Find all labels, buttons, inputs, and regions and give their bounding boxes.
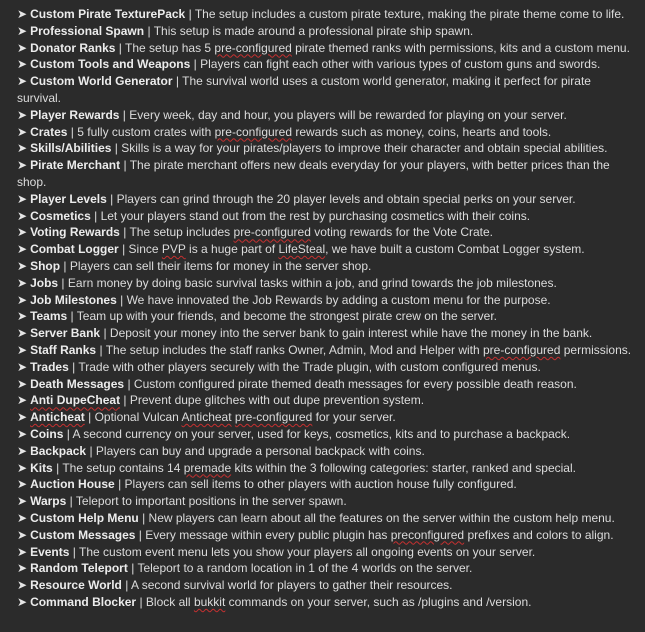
description-text: Players can buy and upgrade a personal backpack with coins. bbox=[95, 443, 425, 458]
separator: | bbox=[123, 393, 127, 408]
description-text: The survival world uses a custom world generator, making it perfect for pirate survival. bbox=[17, 74, 591, 105]
feature-title: Warps bbox=[30, 494, 67, 509]
feature-description bbox=[79, 545, 535, 559]
feature-title: Professional Spawn bbox=[30, 23, 145, 38]
separator: | bbox=[122, 242, 126, 257]
description-text: This setup is made around a professional pirate ship spawn. bbox=[153, 23, 474, 38]
arrow-bullet-icon: ➤ bbox=[17, 242, 28, 257]
arrow-bullet-icon: ➤ bbox=[17, 326, 28, 341]
feature-title: Skills/Abilities bbox=[30, 141, 112, 156]
description-text: , we have built a custom Combat Logger system. bbox=[325, 242, 585, 257]
feature-item bbox=[17, 376, 633, 393]
separator: | bbox=[89, 443, 93, 458]
feature-title: Teams bbox=[30, 309, 68, 324]
arrow-bullet-icon: ➤ bbox=[17, 443, 28, 458]
feature-item bbox=[17, 56, 633, 73]
arrow-bullet-icon: ➤ bbox=[17, 191, 28, 206]
description-text: The setup contains 14 bbox=[62, 460, 184, 475]
feature-item bbox=[17, 157, 633, 191]
arrow-bullet-icon: ➤ bbox=[17, 107, 28, 122]
feature-title: Pirate Merchant bbox=[30, 158, 121, 173]
arrow-bullet-icon: ➤ bbox=[17, 74, 28, 89]
separator: | bbox=[94, 208, 98, 223]
feature-title: Custom Pirate TexturePack bbox=[30, 7, 186, 21]
description-text: The pirate merchant offers new deals everyday for your players, with better prices than the shop. bbox=[17, 158, 610, 189]
feature-item bbox=[17, 460, 633, 477]
arrow-bullet-icon: ➤ bbox=[17, 359, 28, 374]
feature-title: Staff Ranks bbox=[30, 342, 97, 357]
feature-description bbox=[131, 578, 452, 592]
separator: | bbox=[70, 309, 74, 324]
misspelled-word: LifeSteal bbox=[278, 242, 326, 257]
description-text: Teleport to important positions in the server spawn. bbox=[75, 494, 347, 509]
separator: | bbox=[61, 275, 65, 290]
description-text: Players can sell their items for money in the server shop. bbox=[69, 258, 372, 273]
separator: | bbox=[70, 124, 74, 139]
feature-description bbox=[78, 360, 540, 374]
feature-item bbox=[17, 392, 633, 409]
arrow-bullet-icon: ➤ bbox=[17, 23, 28, 38]
feature-description bbox=[129, 242, 585, 256]
description-text: The custom event menu lets you show your players all ongoing events on your server. bbox=[79, 544, 536, 559]
feature-title: Anti DupeCheat bbox=[30, 393, 121, 408]
arrow-bullet-icon: ➤ bbox=[17, 494, 28, 509]
feature-title: Coins bbox=[30, 426, 64, 441]
description-text: Every week, day and hour, you players will be rewarded for playing on your server. bbox=[129, 107, 567, 122]
arrow-bullet-icon: ➤ bbox=[17, 393, 28, 408]
arrow-bullet-icon: ➤ bbox=[17, 477, 28, 492]
feature-item bbox=[17, 527, 633, 544]
feature-item bbox=[17, 560, 633, 577]
feature-title: Kits bbox=[30, 460, 53, 475]
description-text: Since bbox=[128, 242, 162, 257]
description-text: The setup includes a custom pirate texture, making the pirate theme come to life. bbox=[194, 7, 625, 21]
separator: | bbox=[123, 225, 127, 240]
feature-description bbox=[95, 410, 396, 424]
description-text: Custom configured pirate themed death messages for every possible death reason. bbox=[133, 376, 577, 391]
misspelled-word: Anticheat bbox=[181, 410, 232, 425]
arrow-bullet-icon: ➤ bbox=[17, 510, 28, 525]
feature-title: Combat Logger bbox=[30, 242, 119, 257]
feature-item bbox=[17, 342, 633, 359]
feature-item bbox=[17, 107, 633, 124]
feature-title: Backpack bbox=[30, 443, 87, 458]
description-text: Players can sell items to other players with auction house fully configured. bbox=[124, 477, 517, 492]
feature-item bbox=[17, 493, 633, 510]
feature-description bbox=[117, 192, 576, 206]
separator: | bbox=[63, 258, 67, 273]
feature-item bbox=[17, 443, 633, 460]
description-text: permissions. bbox=[560, 342, 632, 357]
feature-title: Auction House bbox=[30, 477, 115, 492]
separator: | bbox=[72, 359, 76, 374]
feature-description bbox=[129, 108, 567, 122]
feature-title: Jobs bbox=[30, 275, 59, 290]
feature-title: Crates bbox=[30, 124, 68, 139]
misspelled-word: PVP bbox=[161, 242, 186, 257]
feature-item bbox=[17, 510, 633, 527]
feature-item bbox=[17, 594, 633, 611]
feature-description bbox=[73, 427, 571, 441]
description-text: Skills is a way for your pirates/players to improve their character and obtain special abilities. bbox=[121, 141, 608, 156]
description-text: Prevent dupe glitches with out dupe prevention system. bbox=[129, 393, 425, 408]
description-text: Earn money by doing basic survival tasks within a job, and grind towards the job milestones. bbox=[67, 275, 557, 290]
separator: | bbox=[118, 40, 122, 55]
arrow-bullet-icon: ➤ bbox=[17, 275, 28, 290]
feature-item bbox=[17, 325, 633, 342]
feature-description bbox=[125, 477, 517, 491]
feature-title: Death Messages bbox=[30, 376, 125, 391]
description-text: A second currency on your server, used for keys, cosmetics, kits and to purchase a backpack. bbox=[72, 426, 571, 441]
description-text: kits within the 3 following categories: starter, ranked and special. bbox=[231, 460, 576, 475]
feature-title: Server Bank bbox=[30, 326, 101, 341]
feature-title: Custom Help Menu bbox=[30, 510, 139, 525]
separator: | bbox=[147, 23, 151, 38]
description-text: Every message within every public plugin has bbox=[145, 527, 391, 542]
arrow-bullet-icon: ➤ bbox=[17, 527, 28, 542]
feature-description bbox=[106, 343, 631, 357]
feature-item bbox=[17, 6, 633, 23]
arrow-bullet-icon: ➤ bbox=[17, 342, 28, 357]
description-text: Team up with your friends, and become the strongest pirate crew on the server. bbox=[76, 309, 498, 324]
description-text: The setup has 5 bbox=[125, 40, 215, 55]
feature-title: Donator Ranks bbox=[30, 40, 116, 55]
feature-item bbox=[17, 577, 633, 594]
feature-item bbox=[17, 241, 633, 258]
feature-item bbox=[17, 140, 633, 157]
feature-description bbox=[121, 141, 607, 155]
description-text: The setup includes bbox=[129, 225, 234, 240]
feature-description bbox=[146, 595, 532, 609]
arrow-bullet-icon: ➤ bbox=[17, 225, 28, 240]
separator: | bbox=[125, 578, 129, 593]
separator: | bbox=[120, 292, 124, 307]
arrow-bullet-icon: ➤ bbox=[17, 578, 28, 593]
description-text: voting rewards for the Vote Crate. bbox=[310, 225, 493, 240]
arrow-bullet-icon: ➤ bbox=[17, 426, 28, 441]
feature-title: Custom World Generator bbox=[30, 74, 173, 89]
feature-item bbox=[17, 258, 633, 275]
feature-description bbox=[145, 528, 613, 542]
feature-description bbox=[101, 209, 531, 223]
feature-item bbox=[17, 191, 633, 208]
feature-title: Anticheat bbox=[30, 410, 85, 425]
misspelled-word: pre-configured bbox=[214, 40, 292, 55]
separator: | bbox=[88, 410, 92, 425]
description-text: Deposit your money into the server bank to gain interest while have the money in the bank. bbox=[109, 326, 593, 341]
separator: | bbox=[56, 460, 60, 475]
misspelled-word: pre-configured bbox=[483, 342, 561, 357]
feature-description bbox=[76, 494, 347, 508]
feature-title: Job Milestones bbox=[30, 292, 117, 307]
description-text: rewards such as money, coins, hearts and tools. bbox=[292, 124, 552, 139]
feature-description bbox=[96, 444, 425, 458]
arrow-bullet-icon: ➤ bbox=[17, 124, 28, 139]
arrow-bullet-icon: ➤ bbox=[17, 40, 28, 55]
description-text: for your server. bbox=[312, 410, 396, 425]
arrow-bullet-icon: ➤ bbox=[17, 208, 28, 223]
feature-description bbox=[125, 41, 630, 55]
feature-item bbox=[17, 292, 633, 309]
feature-description bbox=[134, 377, 577, 391]
feature-description bbox=[77, 125, 551, 139]
feature-item bbox=[17, 73, 633, 107]
feature-item bbox=[17, 359, 633, 376]
separator: | bbox=[99, 342, 103, 357]
arrow-bullet-icon: ➤ bbox=[17, 594, 28, 609]
description-text: Block all bbox=[145, 594, 194, 609]
feature-description bbox=[127, 293, 551, 307]
feature-description bbox=[68, 276, 557, 290]
separator: | bbox=[72, 544, 76, 559]
feature-title: Cosmetics bbox=[30, 208, 91, 223]
arrow-bullet-icon: ➤ bbox=[17, 258, 28, 273]
arrow-bullet-icon: ➤ bbox=[17, 158, 28, 173]
feature-description bbox=[137, 561, 472, 575]
feature-title: Trades bbox=[30, 359, 69, 374]
description-text: The setup includes the staff ranks Owner, Admin, Mod and Helper with bbox=[105, 342, 483, 357]
feature-title: Player Rewards bbox=[30, 107, 120, 122]
feature-description bbox=[130, 393, 424, 407]
description-text: Trade with other players securely with the Trade plugin, with custom configured menus. bbox=[78, 359, 541, 374]
feature-description bbox=[149, 511, 615, 525]
separator: | bbox=[122, 107, 126, 122]
feature-description bbox=[195, 7, 625, 21]
separator: | bbox=[114, 141, 118, 156]
separator: | bbox=[110, 191, 114, 206]
separator: | bbox=[66, 426, 70, 441]
separator: | bbox=[103, 326, 107, 341]
misspelled-word: pre-configured bbox=[214, 124, 293, 139]
separator: | bbox=[142, 510, 146, 525]
separator: | bbox=[175, 74, 179, 89]
feature-item bbox=[17, 275, 633, 292]
separator: | bbox=[188, 7, 192, 21]
description-text: Optional Vulcan bbox=[94, 410, 182, 425]
feature-item bbox=[17, 426, 633, 443]
feature-title: Random Teleport bbox=[30, 561, 128, 576]
feature-description bbox=[110, 326, 592, 340]
separator: | bbox=[127, 376, 131, 391]
misspelled-word: pre-configured bbox=[234, 410, 313, 425]
arrow-bullet-icon: ➤ bbox=[17, 460, 28, 475]
feature-title: Custom Tools and Weapons bbox=[30, 57, 191, 72]
feature-description bbox=[154, 24, 474, 38]
arrow-bullet-icon: ➤ bbox=[17, 7, 28, 21]
separator: | bbox=[139, 594, 143, 609]
feature-description bbox=[70, 259, 371, 273]
arrow-bullet-icon: ➤ bbox=[17, 57, 28, 72]
misspelled-word: bukkit bbox=[193, 594, 226, 609]
feature-title: Shop bbox=[30, 258, 61, 273]
misspelled-word: pre-configured bbox=[233, 225, 311, 240]
description-text: is a huge part of bbox=[185, 242, 279, 257]
arrow-bullet-icon: ➤ bbox=[17, 376, 28, 391]
separator: | bbox=[193, 57, 197, 72]
feature-item bbox=[17, 124, 633, 141]
feature-item bbox=[17, 23, 633, 40]
description-text: We have innovated the Job Rewards by adding a custom menu for the purpose. bbox=[126, 292, 551, 307]
arrow-bullet-icon: ➤ bbox=[17, 561, 28, 576]
feature-description bbox=[129, 225, 493, 239]
feature-item bbox=[17, 40, 633, 57]
feature-item bbox=[17, 208, 633, 225]
description-text: prefixes and colors to align. bbox=[464, 527, 614, 542]
arrow-bullet-icon: ➤ bbox=[17, 309, 28, 324]
feature-title: Voting Rewards bbox=[30, 225, 120, 240]
description-text: Players can grind through the 20 player levels and obtain special perks on your server. bbox=[116, 191, 576, 206]
feature-item bbox=[17, 476, 633, 493]
description-text: A second survival world for players to gather their resources. bbox=[131, 578, 453, 593]
separator: | bbox=[123, 158, 127, 173]
feature-description bbox=[200, 57, 600, 71]
arrow-bullet-icon: ➤ bbox=[17, 292, 28, 307]
arrow-bullet-icon: ➤ bbox=[17, 544, 28, 559]
separator: | bbox=[138, 527, 142, 542]
description-text: Let your players stand out from the rest by purchasing cosmetics with their coins. bbox=[100, 208, 531, 223]
description-text: pirate themed ranks with permissions, kits and a custom menu. bbox=[291, 40, 630, 55]
description-text: Players can fight each other with various types of custom guns and swords. bbox=[200, 57, 601, 72]
feature-item bbox=[17, 224, 633, 241]
description-text: 5 fully custom crates with bbox=[77, 124, 215, 139]
description-text: Teleport to a random location in 1 of the 4 worlds on the server. bbox=[137, 561, 473, 576]
feature-title: Resource World bbox=[30, 578, 122, 593]
feature-item bbox=[17, 544, 633, 561]
separator: | bbox=[131, 561, 135, 576]
feature-title: Player Levels bbox=[30, 191, 107, 206]
description-text: New players can learn about all the features on the server within the custom help menu. bbox=[148, 510, 615, 525]
separator: | bbox=[69, 494, 73, 509]
feature-title: Events bbox=[30, 544, 70, 559]
description-text: commands on your server, such as /plugins and /version. bbox=[225, 594, 532, 609]
feature-title: Custom Messages bbox=[30, 527, 136, 542]
misspelled-word: premade bbox=[183, 460, 232, 475]
feature-item bbox=[17, 409, 633, 426]
feature-item bbox=[17, 308, 633, 325]
arrow-bullet-icon: ➤ bbox=[17, 410, 28, 425]
arrow-bullet-icon: ➤ bbox=[17, 141, 28, 156]
feature-description bbox=[62, 461, 576, 475]
feature-description bbox=[77, 309, 497, 323]
separator: | bbox=[118, 477, 122, 492]
feature-title: Command Blocker bbox=[30, 594, 137, 609]
misspelled-word: preconfigured bbox=[390, 527, 465, 542]
